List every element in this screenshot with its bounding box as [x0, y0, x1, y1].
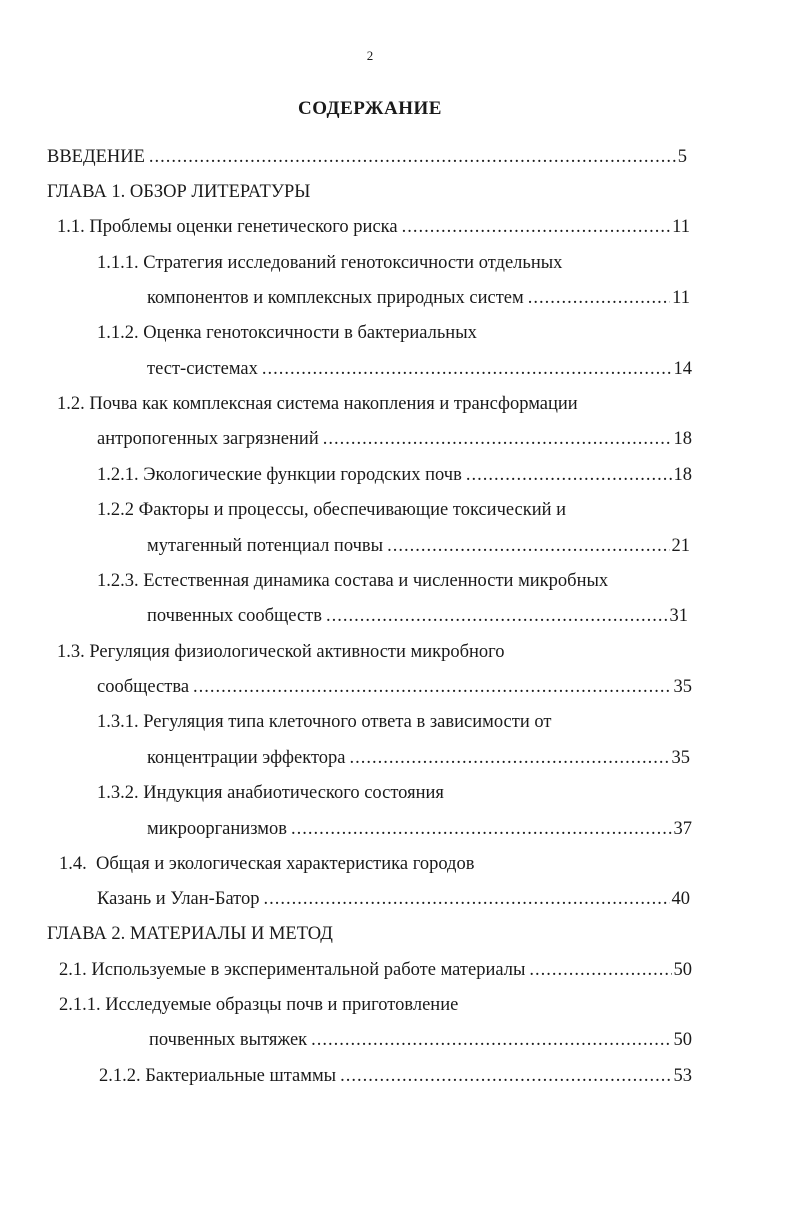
toc-entry — [97, 887, 690, 911]
page-title: СОДЕРЖАНИЕ — [298, 98, 442, 119]
entry-text: тест-системах — [147, 359, 258, 379]
toc-entry-line: 2.1.1. Исследуемые образцы почв и приготовление — [59, 995, 459, 1015]
entry-text: мутагенный потенциал почвы — [147, 536, 384, 556]
entry-page: 35 — [673, 677, 692, 697]
entry-text: почвенных вытяжек — [149, 1030, 308, 1050]
toc-entry — [97, 463, 692, 487]
entry-page: 18 — [673, 465, 692, 485]
entry-page: 50 — [673, 1030, 692, 1050]
entry-text: ВВЕДЕНИЕ — [47, 147, 145, 167]
entry-page: 5 — [677, 147, 687, 167]
entry-page: 18 — [673, 429, 692, 449]
toc-entry-line: 1.3.1. Регуляция типа клеточного ответа в зависимости от — [97, 712, 552, 732]
page-number: 2 — [366, 48, 374, 63]
entry-text: микроорганизмов — [147, 819, 287, 839]
toc-entry-line: 1.3.2. Индукция анабиотического состояния — [97, 783, 444, 803]
toc-entry — [147, 746, 690, 770]
toc-entry — [147, 604, 688, 628]
toc-entry — [147, 357, 692, 381]
toc-entry — [147, 286, 690, 310]
entry-text: почвенных сообществ — [147, 606, 322, 626]
toc-entry-line: 1.1.2. Оценка генотоксичности в бактериальных — [97, 323, 477, 343]
entry-text: 2.1.2. Бактериальные штаммы — [99, 1066, 337, 1086]
entry-page: 11 — [672, 288, 690, 308]
entry-text: 1.2.1. Экологические функции городских почв — [97, 465, 462, 485]
toc-entry-line: 1.2.3. Естественная динамика состава и численности микробных — [97, 571, 609, 591]
toc-entry-line: 1.1.1. Стратегия исследований генотоксичности отдельных — [97, 253, 563, 273]
entry-text: Казань и Улан-Батор — [97, 889, 260, 909]
entry-page: 50 — [673, 960, 692, 980]
entry-text: компонентов и комплексных природных систем — [147, 288, 524, 308]
toc-entry-line: 1.4. Общая и экологическая характеристика городов — [59, 854, 475, 874]
entry-text: антропогенных загрязнений — [97, 429, 319, 449]
toc-entry — [97, 427, 692, 451]
entry-text: концентрации эффектора — [147, 748, 346, 768]
entry-page: 37 — [673, 819, 692, 839]
entry-text: 1.1. Проблемы оценки генетического риска — [57, 217, 398, 237]
toc-entry-line: 1.2. Почва как комплексная система накопления и трансформации — [57, 394, 578, 414]
toc-entry — [97, 675, 692, 699]
toc-chapter-heading: ГЛАВА 2. МАТЕРИАЛЫ И МЕТОД — [47, 924, 333, 944]
entry-page: 14 — [673, 359, 692, 379]
toc-chapter-heading: ГЛАВА 1. ОБЗОР ЛИТЕРАТУРЫ — [47, 182, 311, 202]
toc-entry — [147, 534, 690, 558]
entry-page: 53 — [673, 1066, 692, 1086]
toc-entry — [57, 215, 690, 239]
entry-text: 2.1. Используемые в экспериментальной работе материалы — [59, 960, 526, 980]
entry-page: 31 — [669, 606, 688, 626]
entry-page: 11 — [672, 217, 690, 237]
toc-entry — [47, 145, 687, 169]
toc-entry — [147, 817, 692, 841]
entry-page: 21 — [671, 536, 690, 556]
toc-entry — [99, 1064, 692, 1088]
toc-entry — [59, 958, 692, 982]
entry-page: 35 — [671, 748, 690, 768]
toc-entry-line: 1.2.2 Факторы и процессы, обеспечивающие токсический и — [97, 500, 567, 520]
toc-entry-line: 1.3. Регуляция физиологической активности микробного — [57, 642, 505, 662]
toc-entry — [149, 1028, 692, 1052]
entry-text: сообщества — [97, 677, 190, 697]
entry-page: 40 — [671, 889, 690, 909]
